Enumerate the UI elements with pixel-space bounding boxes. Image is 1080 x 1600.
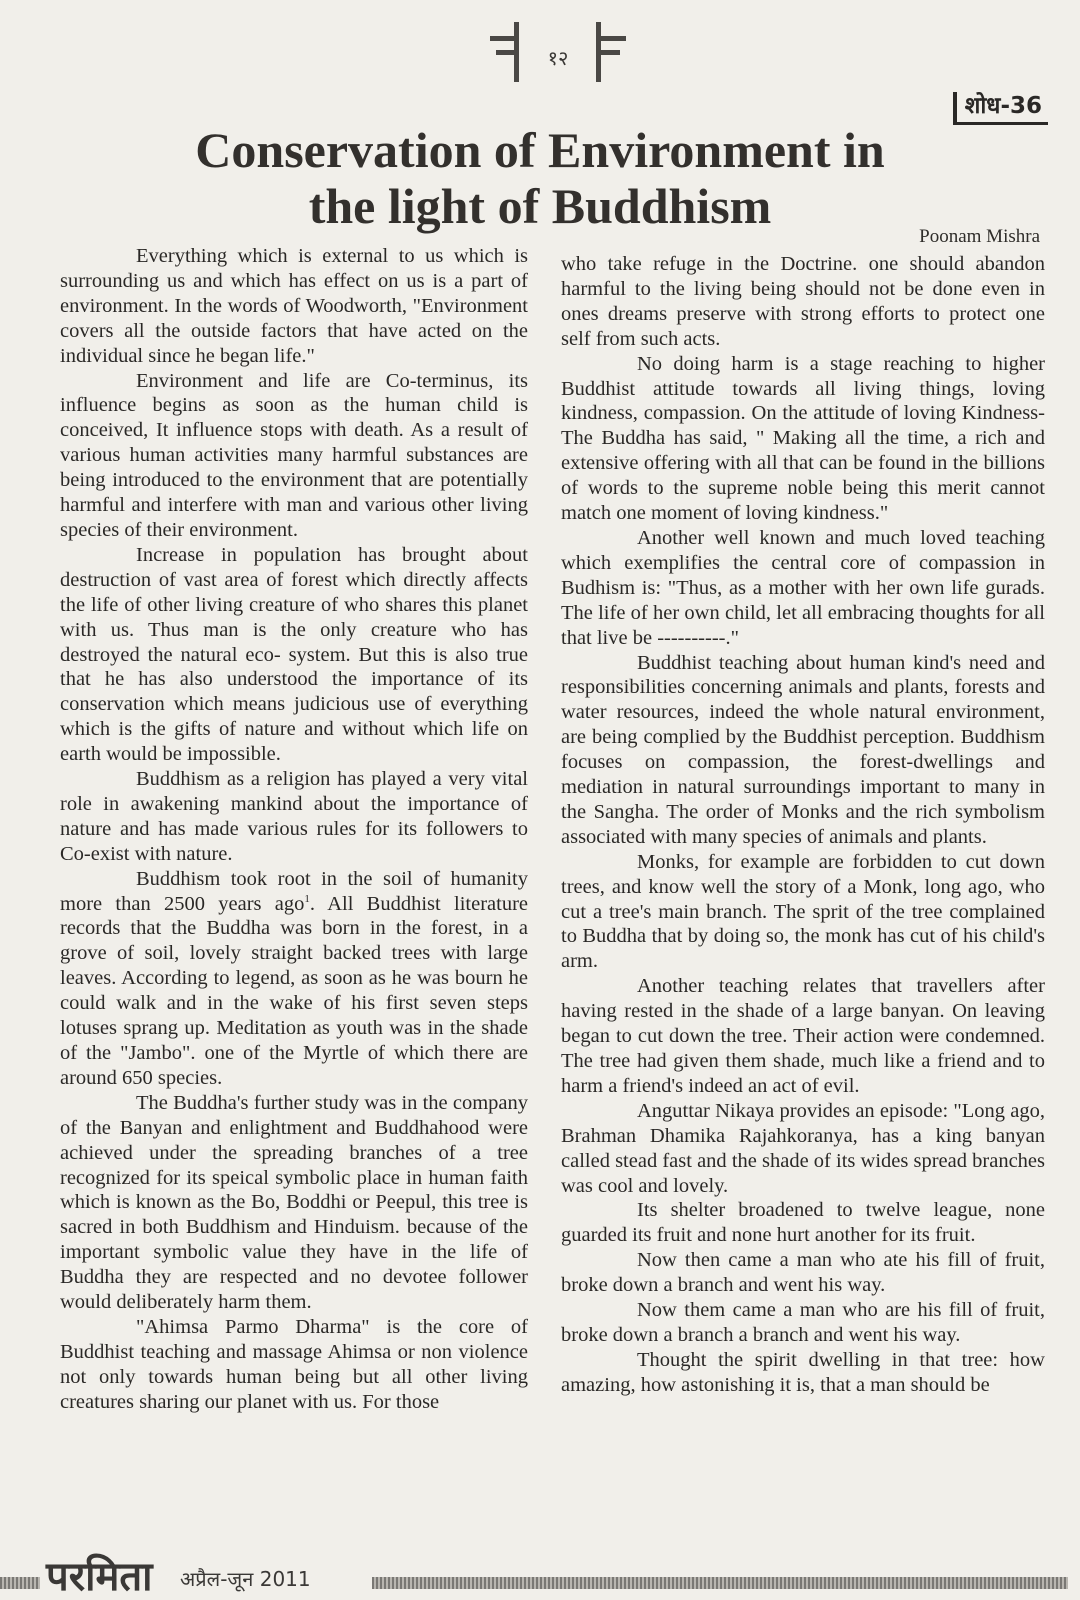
page-number-ornament [488,14,628,84]
paragraph: Increase in population has brought about destruction of vast area of forest which directly affects the life of other living creature of who shares this planet with us. Thus man is the only creature who has destroyed the natural eco- system. But this is also true that he has also understood the importance of its conservation which means judicious use of everything which is the gifts of nature and without which life on earth would be impossible. [60,543,528,766]
article-title [150,122,930,234]
issue-date: अप्रैल-जून 2011 [180,1567,311,1591]
paragraph [60,867,528,1091]
left-column [60,244,528,1415]
paragraph: Anguttar Nikaya provides an episode: "Long ago, Brahman Dhamika Rajahkoranya, has a king banyan called stead fast and the shade of its wides spread branches was cool and lovely. [561,1099,1045,1197]
paragraph: Another well known and much loved teaching which exemplifies the central core of compassion in Budhism is: "Thus, as a mother with her own life gurads. The life of her own child, let all embracing thoughts for all that live be ----------." [561,526,1045,649]
paragraph: Another teaching relates that travellers after having rested in the shade of a large banyan. On leaving began to cut down the tree. Their action were condemned. The tree had given them shade, much like a friend and to harm a friend's indeed an act of evil. [561,975,1045,1097]
footer-rule-right [372,1577,1068,1589]
author-name: Poonam Mishra [919,226,1040,247]
paragraph: Buddhism as a religion has played a very vital role in awakening mankind about the importance of nature and has made various rules for its followers to Co-exist with nature. [60,768,528,865]
paragraph: Everything which is external to us which is surrounding us and which has effect on us is a part of environment. In the words of Woodworth, "Environment covers all the outside factors that have acted on the individual since he began life." [60,245,528,367]
paragraph: Now then came a man who ate his fill of fruit, broke down a branch and went his way. [561,1249,1045,1297]
paragraph-text: Buddhism took root in the soil of humanity more than 2500 years ago [60,867,528,915]
footnote-marker: 1 [304,892,310,905]
paragraph: Now them came a man who are his fill of fruit, broke down a branch a branch and went his way. [561,1299,1045,1346]
paragraph: who take refuge in the Doctrine. one should abandon harmful to the living being should not be done even in ones dreams preserve with strong efforts to protect one self from such acts. [561,253,1045,350]
paragraph-text: . All Buddhist literature records that the Buddha was born in the forest, in a grove of soil, lovely straight backed trees with large leaves. According to legend, as soon as he was bourn he could walk and in the wake of his first seven steps lotuses sprang up. Meditation as youth was in the shade of the "Jambo". one of the Myrtle of which there are around 650 species. [60,892,528,1089]
footer-rule-left [0,1577,40,1589]
paragraph: Its shelter broadened to twelve league, none guarded its fruit and none hurt another for its fruit. [561,1199,1045,1247]
section-tag: शोध-36 [953,92,1048,125]
title-line-2: the light of Buddhism [308,178,772,234]
paragraph: The Buddha's further study was in the company of the Banyan and enlightment and Buddhahood were achieved under the spreading branches of a tree recognized for its speical symbolic place in human faith which is known as the Bo, Boddhi or Peepul, this tree is sacred in both Buddhism and Hinduism. because of the important symbolic value they have in the life of Buddha they are respected and no devotee follower would deliberately harm them. [60,1091,528,1314]
page-number: १२ [547,46,569,70]
magazine-name: परमिता [46,1554,153,1600]
paragraph: "Ahimsa Parmo Dharma" is the core of Buddhist teaching and massage Ahimsa or non violence not only towards human being but all other living creatures sharing our planet with us. For those [60,1315,528,1413]
paragraph: Monks, for example are forbidden to cut down trees, and know well the story of a Monk, long ago, who cut a tree's main branch. The sprit of the tree complained to Buddha that by doing so, the monk has cut of his child's arm. [561,850,1045,973]
right-column [561,252,1045,1398]
title-line-1: Conservation of Environment in [195,122,885,178]
paragraph: Thought the spirit dwelling in that tree: how amazing, how astonishing it is, that a man should be [561,1348,1045,1396]
paragraph: Buddhist teaching about human kind's need and responsibilities concerning animals and plants, forests and water resources, indeed the whole natural environment, are being complied by the Buddhist perception. Buddhism focuses on compassion, the forest-dwellings and mediation in natural surroundings important to many in the Sangha. The order of Monks and the rich symbolism associated with many species of animals and plants. [561,651,1045,848]
page-footer [0,1555,1080,1600]
paragraph: Environment and life are Co-terminus, its influence begins as soon as the human child is conceived, It influence stops with death. As a result of various human activities many harmful substances are being introduced to the environment that are potentially harmful and interfere with man and various other living species of their environment. [60,369,528,541]
paragraph: No doing harm is a stage reaching to higher Buddhist attitude towards all living things, loving kindness, compassion. On the attitude of loving Kindness- The Buddha has said, " Making all the time, a rich and extensive offering with all that can be found in the billions of words to the supreme noble being this merit cannot match one moment of loving kindness." [561,352,1045,525]
